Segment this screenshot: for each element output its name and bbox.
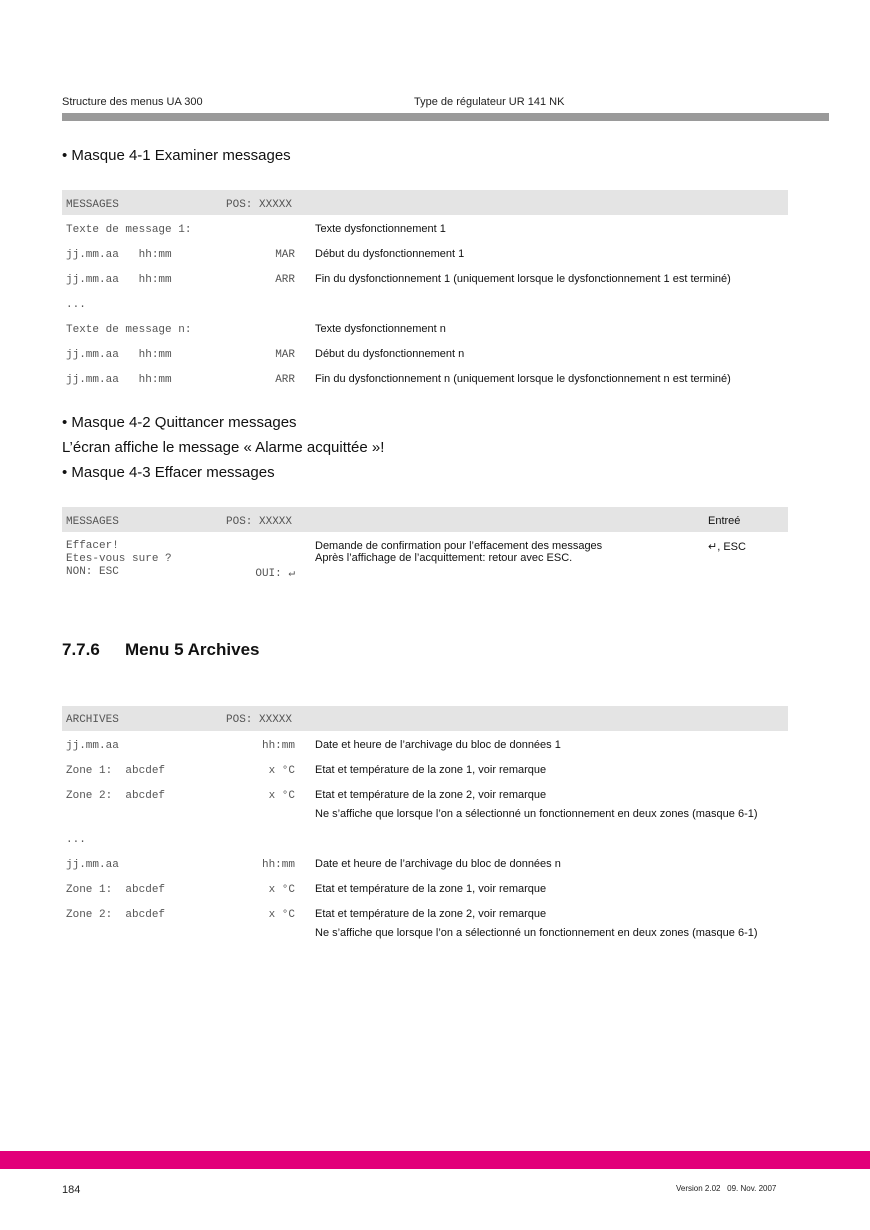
mask41-head-pos: POS: XXXXX: [226, 199, 293, 211]
mask41-table-header: [62, 190, 788, 215]
section-number: 7.7.6: [62, 640, 100, 659]
table-row-desc: Date et heure de l’archivage du bloc de données n: [315, 858, 561, 870]
mask43-heading: • Masque 4-3 Effacer messages: [62, 464, 275, 481]
table-row-ellipsis: ...: [66, 834, 86, 846]
table-row-right: hh:mm: [261, 859, 295, 871]
footer-accent-bar: [0, 1151, 870, 1169]
archives-table-header: [62, 706, 788, 731]
mask43-screen-line3-left: NON: ESC: [66, 566, 119, 578]
table-row-desc: Fin du dysfonctionnement 1 (uniquement lorsque le dysfonctionnement 1 est terminé): [315, 273, 731, 285]
table-row-note: Ne s’affiche que lorsque l’on a sélectionné un fonctionnement en deux zones (masque 6-1): [315, 808, 758, 820]
mask42-heading: • Masque 4-2 Quittancer messages: [62, 414, 297, 431]
table-row-right: x °C: [268, 884, 295, 896]
mask43-entry: ↵, ESC: [708, 541, 746, 553]
table-row-left: jj.mm.aa hh:mm: [66, 249, 172, 261]
table-row-right: hh:mm: [261, 740, 295, 752]
mask43-head-left: MESSAGES: [66, 516, 119, 528]
table-row-left: Zone 2: abcdef: [66, 790, 166, 802]
table-row-desc: Fin du dysfonctionnement n (uniquement lorsque le dysfonctionnement n est terminé): [315, 373, 731, 385]
mask43-head-entry: Entreé: [708, 515, 741, 527]
section-title: Menu 5 Archives: [125, 640, 260, 659]
table-row-left: Zone 1: abcdef: [66, 765, 166, 777]
mask43-screen-line1: Effacer!: [66, 540, 119, 552]
mask42-title: Masque 4-2 Quittancer messages: [71, 414, 297, 431]
mask43-desc-line1: Demande de confirmation pour l’effacement des messages: [315, 540, 603, 552]
header-left: Structure des menus UA 300: [62, 96, 203, 108]
mask43-table-header: [62, 507, 788, 532]
table-row-desc: Début du dysfonctionnement n: [315, 348, 465, 360]
mask43-title: Masque 4-3 Effacer messages: [71, 464, 275, 481]
table-row-note: Ne s’affiche que lorsque l’on a sélectionné un fonctionnement en deux zones (masque 6-1): [315, 927, 758, 939]
table-row-right: MAR: [275, 249, 295, 261]
mask41-head-left: MESSAGES: [66, 199, 119, 211]
header-rule: [62, 113, 829, 121]
table-row-right: x °C: [268, 765, 295, 777]
version-label: Version 2.02 09. Nov. 2007: [676, 1184, 777, 1193]
mask42-text: L’écran affiche le message « Alarme acquittée »!: [62, 439, 385, 456]
archives-head-left: ARCHIVES: [66, 714, 119, 726]
table-row-right: MAR: [275, 349, 295, 361]
table-row-ellipsis: ...: [66, 299, 86, 311]
table-row-left: Zone 2: abcdef: [66, 909, 166, 921]
table-row-left: jj.mm.aa hh:mm: [66, 274, 172, 286]
mask41-heading: • Masque 4-1 Examiner messages: [62, 147, 291, 164]
mask43-desc-line2: Après l’affichage de l’acquittement: retour avec ESC.: [315, 552, 573, 564]
table-row-desc: Texte dysfonctionnement n: [315, 323, 446, 335]
mask43-head-pos: POS: XXXXX: [226, 516, 293, 528]
page-number: 184: [62, 1184, 81, 1196]
table-row-desc: Etat et température de la zone 2, voir remarque: [315, 789, 547, 801]
table-row-left: jj.mm.aa hh:mm: [66, 349, 172, 361]
table-row-left: Zone 1: abcdef: [66, 884, 166, 896]
mask43-screen-line2: Etes-vous sure ?: [66, 553, 172, 565]
table-row-desc: Date et heure de l’archivage du bloc de données 1: [315, 739, 561, 751]
archives-head-pos: POS: XXXXX: [226, 714, 293, 726]
table-row-left: Texte de message n:: [66, 324, 192, 336]
table-row-left: jj.mm.aa: [66, 859, 119, 871]
table-row-right: x °C: [268, 909, 295, 921]
table-row-right: x °C: [268, 790, 295, 802]
table-row-left: Texte de message 1:: [66, 224, 192, 236]
header-center: Type de régulateur UR 141 NK: [414, 96, 565, 108]
table-row-desc: Texte dysfonctionnement 1: [315, 223, 446, 235]
table-row-desc: Début du dysfonctionnement 1: [315, 248, 465, 260]
table-row-right: ARR: [275, 274, 295, 286]
table-row-desc: Etat et température de la zone 1, voir remarque: [315, 883, 547, 895]
table-row-right: ARR: [275, 374, 295, 386]
table-row-desc: Etat et température de la zone 2, voir remarque: [315, 908, 547, 920]
table-row-desc: Etat et température de la zone 1, voir remarque: [315, 764, 547, 776]
mask41-title: Masque 4-1 Examiner messages: [71, 147, 291, 164]
table-row-left: jj.mm.aa: [66, 740, 119, 752]
table-row-left: jj.mm.aa hh:mm: [66, 374, 172, 386]
mask43-screen-line3-right: OUI: ↵: [255, 568, 295, 580]
